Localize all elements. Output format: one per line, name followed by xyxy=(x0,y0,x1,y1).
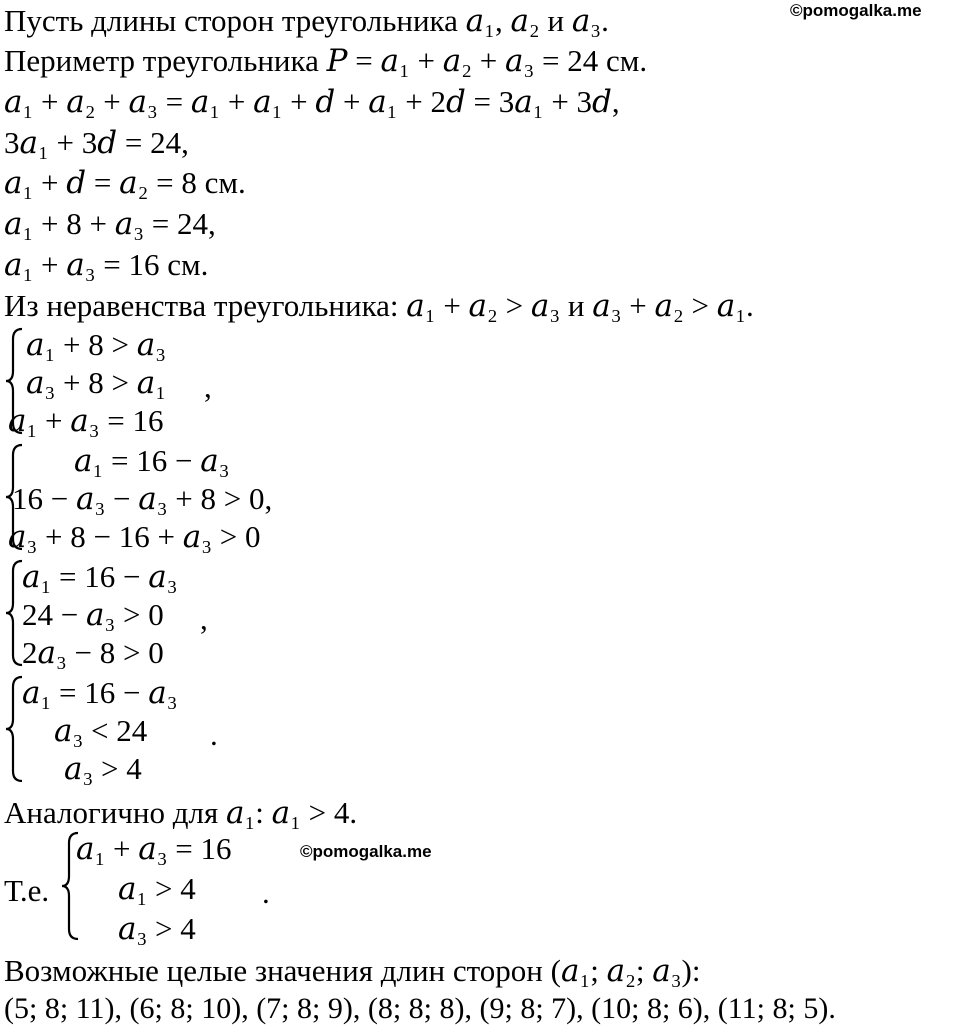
system-2-row-3: 𝑎₃ + 8 − 16 + 𝑎₃ > 0 xyxy=(8,519,261,554)
watermark-top: ©pomogalka.me xyxy=(790,1,922,20)
text-line-4: 3𝑎₁ + 3𝑑 = 24, xyxy=(4,125,189,160)
system-5-prefix: Т.е. xyxy=(4,873,50,908)
system-4-row-2: 𝑎₃ < 24 xyxy=(54,713,148,748)
system-3 xyxy=(4,559,304,670)
system-1-row-2: 𝑎₃ + 8 > 𝑎₁ xyxy=(26,365,167,400)
text-line-10: Возможные целые значения длин сторон (𝑎₁; 𝑎₂; 𝑎₃): xyxy=(4,953,701,988)
system-3-row-1: 𝑎₁ = 16 − 𝑎₃ xyxy=(22,559,178,594)
system-5-period: . xyxy=(262,875,270,910)
text-line-5: 𝑎₁ + 𝑑 = 𝑎₂ = 8 см. xyxy=(4,165,246,200)
system-3-comma: , xyxy=(200,601,208,636)
system-5-row-1: 𝑎₁ + 𝑎₃ = 16 xyxy=(76,831,232,866)
system-1-row-3: 𝑎₁ + 𝑎₃ = 16 xyxy=(8,403,164,438)
system-4-row-3: 𝑎₃ > 4 xyxy=(64,751,142,786)
system-2-row-2: 16 − 𝑎₃ − 𝑎₃ + 8 > 0, xyxy=(12,481,273,516)
watermark-middle: ©pomogalka.me xyxy=(300,842,432,861)
text-line-3: 𝑎₁ + 𝑎₂ + 𝑎₃ = 𝑎₁ + 𝑎₁ + 𝑑 + 𝑎₁ + 2𝑑 = 3𝑎₁ + 3𝑑, xyxy=(4,84,620,119)
text-line-7: 𝑎₁ + 𝑎₃ = 16 см. xyxy=(4,247,209,282)
system-1 xyxy=(4,327,304,438)
system-5-row-3: 𝑎₃ > 4 xyxy=(118,911,196,946)
text-line-8: Из неравенства треугольника: 𝑎₁ + 𝑎₂ > 𝑎₃ и 𝑎₃ + 𝑎₂ > 𝑎₁. xyxy=(4,288,754,323)
system-3-row-3: 2𝑎₃ − 8 > 0 xyxy=(22,635,164,670)
text-line-6: 𝑎₁ + 8 + 𝑎₃ = 24, xyxy=(4,206,216,241)
system-5-row-2: 𝑎₁ > 4 xyxy=(118,871,196,906)
system-3-row-2: 24 − 𝑎₃ > 0 xyxy=(22,597,164,632)
text-line-9: Аналогично для 𝑎₁: 𝑎₁ > 4. xyxy=(4,795,358,830)
system-2 xyxy=(4,443,364,554)
text-line-11: (5; 8; 11), (6; 8; 10), (7; 8; 9), (8; 8; 8), (9; 8; 7), (10; 8; 6), (11; 8; 5). xyxy=(4,992,836,1025)
system-5 xyxy=(60,831,320,946)
system-4-row-1: 𝑎₁ = 16 − 𝑎₃ xyxy=(22,675,178,710)
text-line-1: Пусть длины сторон треугольника 𝑎₁, 𝑎₂ и 𝑎₃. xyxy=(4,3,609,38)
system-4-period: . xyxy=(210,717,218,752)
system-1-comma: , xyxy=(204,369,212,404)
system-4 xyxy=(4,675,304,786)
system-1-row-1: 𝑎₁ + 8 > 𝑎₃ xyxy=(26,327,167,362)
system-2-row-1: 𝑎₁ = 16 − 𝑎₃ xyxy=(74,443,230,478)
text-line-2: Периметр треугольника 𝑃 = 𝑎₁ + 𝑎₂ + 𝑎₃ = 24 см. xyxy=(4,43,648,78)
